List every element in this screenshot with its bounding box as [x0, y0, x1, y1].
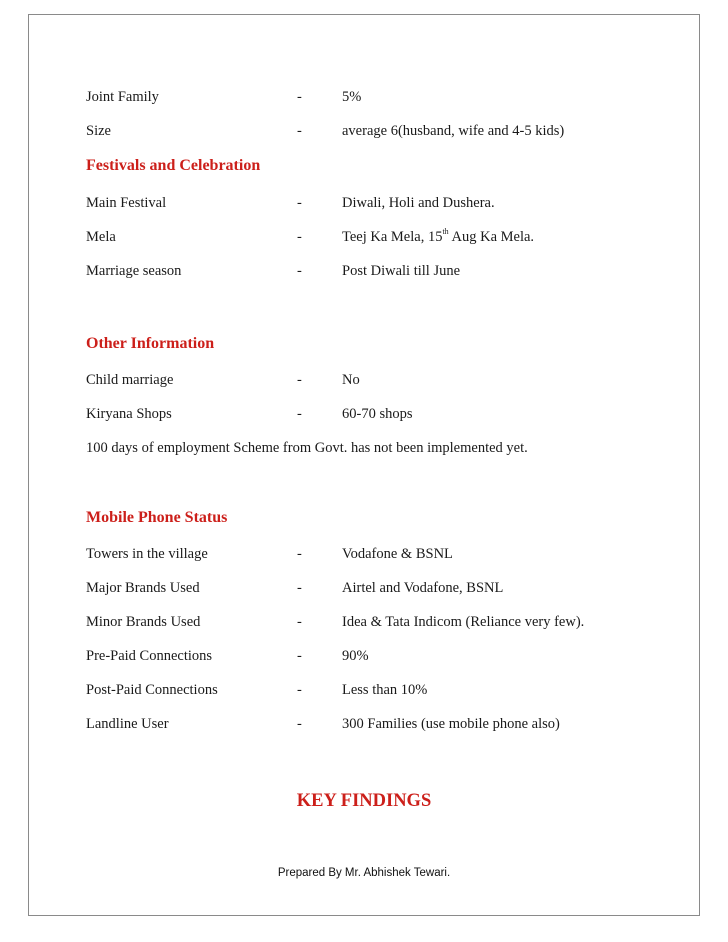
- row-label: Child marriage: [86, 372, 174, 388]
- row-dash: -: [297, 580, 302, 596]
- mela-value-start: Teej Ka Mela, 15: [342, 229, 443, 245]
- row-value: No: [342, 372, 360, 388]
- row-label: Pre-Paid Connections: [86, 648, 213, 664]
- row-dash: -: [297, 229, 302, 245]
- row-dash: -: [297, 406, 302, 422]
- row-value: Diwali, Holi and Dushera.: [342, 195, 495, 211]
- row-label: Size: [86, 123, 111, 139]
- row-dash: -: [297, 682, 302, 698]
- row-label: Mela: [86, 229, 116, 245]
- row-value: Airtel and Vodafone, BSNL: [342, 580, 504, 596]
- row-dash: -: [297, 123, 302, 139]
- row-dash: -: [297, 195, 302, 211]
- mobile-status-heading: Mobile Phone Status: [86, 509, 228, 526]
- row-label: Towers in the village: [86, 546, 208, 562]
- row-label: Landline User: [86, 716, 169, 732]
- page-border: [28, 14, 700, 916]
- row-label: Post-Paid Connections: [86, 682, 218, 698]
- row-label: Joint Family: [86, 89, 159, 105]
- row-value: 5%: [342, 89, 362, 105]
- row-label: Minor Brands Used: [86, 614, 201, 630]
- row-dash: -: [297, 546, 302, 562]
- row-dash: -: [297, 716, 302, 732]
- row-dash: -: [297, 614, 302, 630]
- other-info-heading: Other Information: [86, 335, 215, 352]
- row-dash: -: [297, 263, 302, 279]
- row-value: average 6(husband, wife and 4-5 kids): [342, 123, 565, 139]
- row-label: Kiryana Shops: [86, 406, 172, 422]
- row-value: 60-70 shops: [342, 406, 413, 422]
- row-value: 90%: [342, 648, 369, 664]
- row-dash: -: [297, 648, 302, 664]
- row-label: Marriage season: [86, 263, 182, 279]
- row-value: Idea & Tata Indicom (Reliance very few).: [342, 614, 585, 630]
- mela-value-superscript: th: [442, 227, 449, 237]
- row-value: [342, 228, 534, 246]
- row-dash: -: [297, 89, 302, 105]
- employment-scheme-note: 100 days of employment Scheme from Govt. has not been implemented yet.: [86, 440, 528, 456]
- row-value: Post Diwali till June: [342, 263, 461, 279]
- row-dash: -: [297, 372, 302, 388]
- footer-credit: Prepared By Mr. Abhishek Tewari.: [277, 867, 451, 879]
- key-findings-heading: KEY FINDINGS: [296, 791, 432, 811]
- row-value: 300 Families (use mobile phone also): [342, 716, 560, 732]
- row-value: Less than 10%: [342, 682, 428, 698]
- row-label: Main Festival: [86, 195, 167, 211]
- mela-value-end: Aug Ka Mela.: [448, 229, 535, 245]
- row-value: Vodafone & BSNL: [342, 546, 453, 562]
- festivals-heading: Festivals and Celebration: [86, 157, 261, 174]
- row-label: Major Brands Used: [86, 580, 200, 596]
